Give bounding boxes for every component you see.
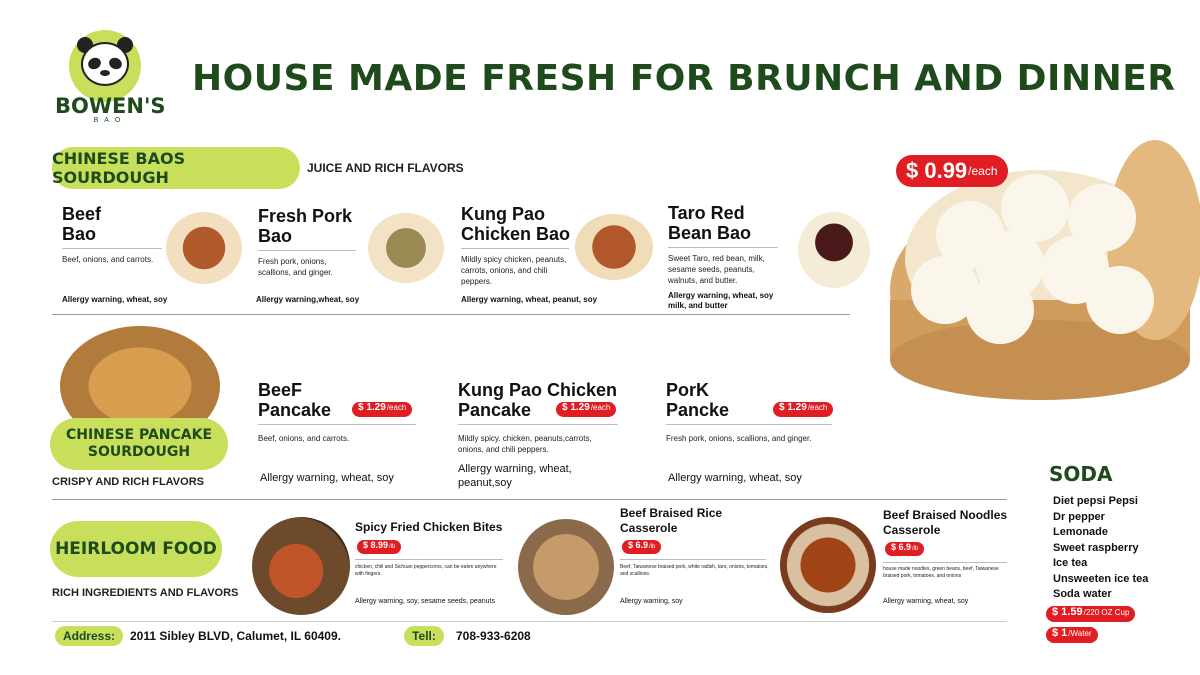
price-amount: $ 0.99 <box>906 158 968 183</box>
price-unit: /each <box>968 164 998 178</box>
price-unit: /220 OZ Cup <box>1083 608 1130 617</box>
price-unit: /each <box>590 403 611 412</box>
price-amount: $ 1.29 <box>779 402 807 413</box>
fresh-pork-bao-image <box>368 213 444 283</box>
logo-wordmark: BOWEN'S <box>55 94 166 118</box>
item-allergy: Allergy warning, wheat, soy milk, and butter <box>668 291 774 310</box>
item-description: Sweet Taro, red bean, milk, sesame seeds, peanuts, walnuts, and butter. <box>668 254 765 285</box>
item-price-badge <box>622 540 661 554</box>
price-unit: /Water <box>1068 629 1092 638</box>
brand-logo <box>55 28 165 128</box>
item-allergy: Allergy warning, soy <box>620 598 683 605</box>
section-tagline-pancakes: CRISPY AND RICH FLAVORS <box>52 476 204 488</box>
page-headline: HOUSE MADE FRESH FOR BRUNCH AND DINNER <box>192 58 1176 99</box>
soda-list <box>1053 494 1193 603</box>
menu-item-beef-noodles-casserole <box>883 508 1009 538</box>
price-unit: /lb <box>649 544 656 550</box>
list-item: Soda water <box>1053 588 1112 600</box>
item-price-badge <box>885 542 924 556</box>
list-item: Sweet raspberry <box>1053 541 1139 554</box>
item-name: Kung Pao Chicken Bao <box>461 204 571 244</box>
price-amount: $ 1 <box>1052 627 1068 639</box>
price-amount: $ 1.29 <box>562 402 590 413</box>
address-label: Address: <box>55 626 123 646</box>
item-description: Mildly spicy. chicken, peanuts,carrots, onions, and chili peppers. <box>458 434 592 454</box>
item-price-badge <box>357 540 401 554</box>
phone-number: 708-933-6208 <box>456 629 531 643</box>
section-tagline-baos: JUICE AND RICH FLAVORS <box>307 161 464 175</box>
soda-title: SODA <box>1049 462 1113 486</box>
section-title-baos: CHINESE BAOS SOURDOUGH <box>52 147 300 189</box>
item-price-badge <box>556 402 616 417</box>
menu-item-fresh-pork-bao <box>258 206 358 278</box>
item-allergy: Allergy warning, wheat, soy <box>260 472 394 484</box>
list-item: Ice tea <box>1053 557 1088 569</box>
item-name: Kung Pao Chicken Pancake <box>458 380 618 420</box>
section-title-pancakes <box>50 418 228 470</box>
item-allergy: Allergy warning, wheat, peanut,soy <box>458 463 572 489</box>
phone-label: Tell: <box>404 626 444 646</box>
section-title-heirloom: HEIRLOOM FOOD <box>50 521 222 577</box>
price-amount: $ 6.9 <box>628 540 649 550</box>
item-allergy: Allergy warning, wheat, peanut, soy <box>461 295 598 304</box>
item-description: chicken, chili and Sichuan peppercorns, can be eaten anywhere with fingers. <box>355 564 497 577</box>
panda-nose <box>100 70 110 76</box>
address-text: 2011 Sibley BLVD, Calumet, IL 60409. <box>130 629 341 643</box>
beef-bao-image <box>166 212 242 284</box>
item-allergy: Allergy warning, wheat, soy <box>883 598 969 605</box>
menu-item-beef-bao <box>62 204 162 265</box>
item-price-badge <box>773 402 833 417</box>
list-item: Diet pepsi Pepsi <box>1053 495 1138 507</box>
menu-item-kung-pao-pancake <box>458 380 622 455</box>
item-name: PorK Pancke <box>666 380 730 420</box>
section-tagline-heirloom: RICH INGREDIENTS AND FLAVORS <box>52 587 239 599</box>
item-name: Beef Bao <box>62 204 102 244</box>
item-description: Fresh pork, onions, scallions, and ginger. <box>258 257 333 277</box>
item-allergy: Allergy warning, wheat, soy <box>62 295 168 304</box>
item-name: Beef Braised Noodles Casserole <box>883 508 1008 537</box>
item-name: Fresh Pork Bao <box>258 206 353 246</box>
price-unit: /lb <box>389 544 396 550</box>
item-name: BeeF Pancake <box>258 380 332 420</box>
price-unit: /lb <box>912 546 919 552</box>
price-amount: $ 6.9 <box>891 542 912 552</box>
item-description: Fresh pork, onions, scallions, and ginger. <box>666 434 812 443</box>
list-item: Dr pepper <box>1053 510 1105 523</box>
section-title-text: CHINESE PANCAKE SOURDOUGH <box>65 427 213 460</box>
price-amount: $ 1.29 <box>358 402 386 413</box>
soda-cup-price-badge <box>1046 606 1135 622</box>
logo-subtext: BAO <box>93 117 127 124</box>
item-name: Beef Braised Rice Casserole <box>620 506 723 535</box>
noodle-casserole-image <box>780 517 876 613</box>
item-description: Beef, Taiwanese braised pork, white radish, taro, onions, tomatoes, and scallions. <box>620 564 769 577</box>
item-description: house made noodles, green beans, beef, Taiwanese braised pork, tomatoes, and onions <box>883 566 999 579</box>
item-allergy: Allergy warning, soy, sesame seeds, peanuts <box>355 598 495 605</box>
item-description: Beef, onions, and carrots. <box>258 434 350 443</box>
price-amount: $ 8.99 <box>363 540 389 550</box>
item-price-badge <box>352 402 412 417</box>
menu-item-spicy-fried-chicken <box>355 520 505 535</box>
item-name: Spicy Fried Chicken Bites <box>355 520 503 534</box>
item-description: Mildly spicy chicken, peanuts, carrots, onions, and chili peppers. <box>461 255 567 286</box>
menu-item-beef-rice-casserole <box>620 506 730 536</box>
soda-water-price-badge <box>1046 627 1098 643</box>
price-amount: $ 1.59 <box>1052 606 1083 618</box>
menu-item-taro-red-bean-bao <box>668 203 780 286</box>
item-description: Beef, onions, and carrots. <box>62 255 154 264</box>
list-item: Lemonade <box>1053 526 1109 538</box>
rice-casserole-image <box>518 519 614 615</box>
item-allergy: Allergy warning, wheat, soy <box>668 472 802 484</box>
fried-chicken-image <box>252 517 350 615</box>
item-allergy: Allergy warning,wheat, soy <box>256 295 360 304</box>
price-unit: /each <box>386 403 407 412</box>
menu-item-kung-pao-chicken-bao <box>461 204 581 287</box>
price-unit: /each <box>807 403 828 412</box>
bao-price-badge <box>896 155 1008 187</box>
item-name: Taro Red Bean Bao <box>668 203 752 243</box>
kung-pao-bao-image <box>575 214 653 280</box>
taro-red-bean-bao-image <box>798 212 870 288</box>
list-item: Unsweeten ice tea <box>1053 572 1149 585</box>
